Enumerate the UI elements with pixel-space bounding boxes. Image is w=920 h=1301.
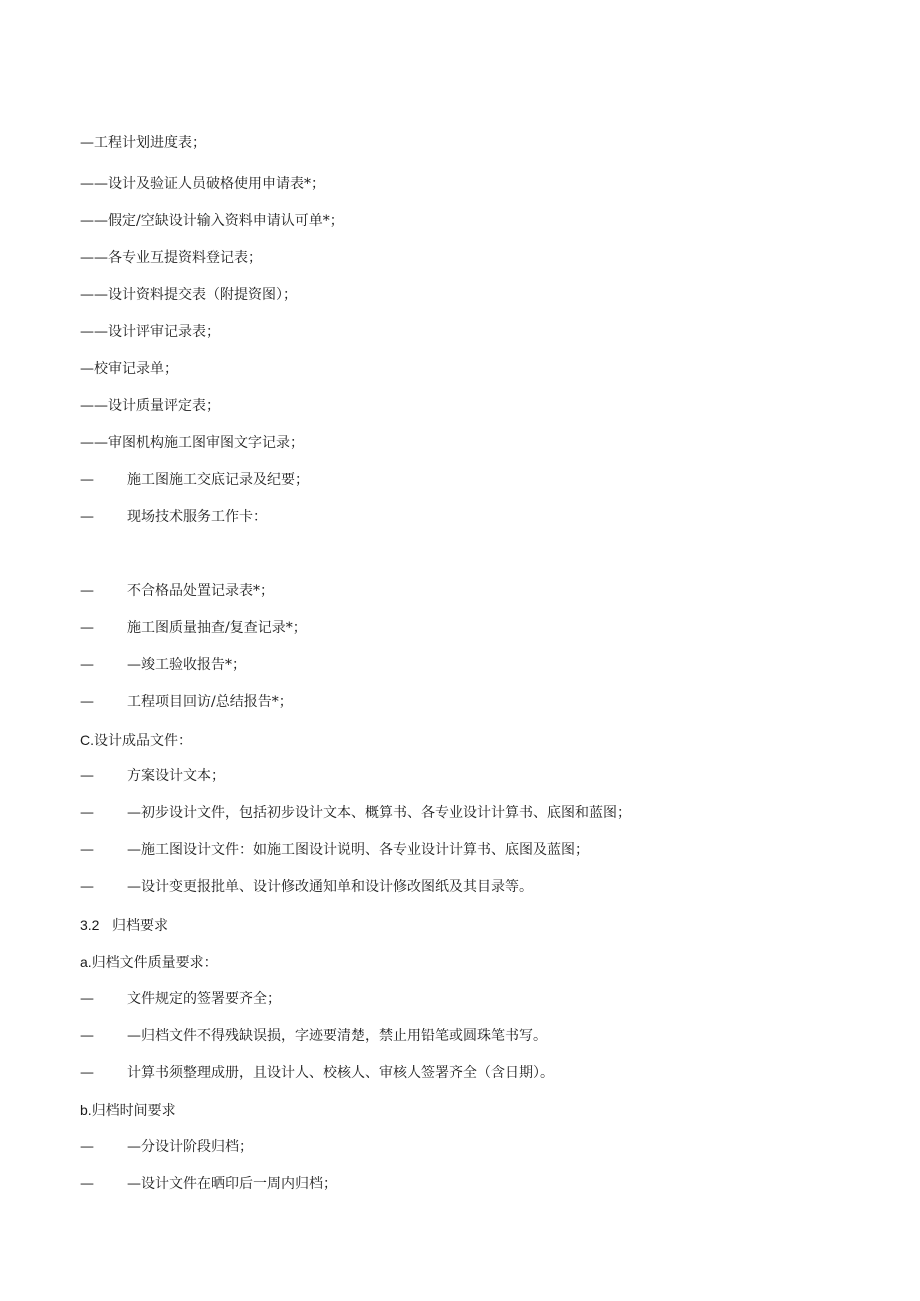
list-item-text: —施工图设计文件：如施工图设计说明、各专业设计计算书、底图及蓝图； bbox=[127, 842, 589, 858]
list-item bbox=[80, 508, 267, 526]
list-item bbox=[80, 471, 309, 489]
list-dash: — bbox=[80, 991, 94, 1007]
list-dash: — bbox=[80, 842, 94, 858]
record-line: ——设计及验证人员破格使用申请表*； bbox=[80, 176, 325, 192]
list-item-text: 文件规定的签署要齐全； bbox=[127, 991, 281, 1007]
list-item-text: 施工图施工交底记录及纪要； bbox=[127, 472, 309, 488]
record-line: ——审图机构施工图审图文字记录； bbox=[80, 435, 304, 451]
list-item-text: —初步设计文件，包括初步设计文本、概算书、各专业设计计算书、底图和蓝图； bbox=[127, 805, 631, 821]
list-dash: — bbox=[80, 879, 94, 895]
list-item bbox=[80, 878, 533, 896]
list-item bbox=[80, 767, 225, 785]
list-item bbox=[80, 619, 307, 637]
list-dash: — bbox=[80, 583, 94, 599]
list-item bbox=[80, 582, 274, 600]
list-item-text: —分设计阶段归档； bbox=[127, 1139, 253, 1155]
list-item bbox=[80, 1138, 253, 1156]
list-item-text: —归档文件不得残缺误损，字迹要清楚，禁止用铅笔或圆珠笔书写。 bbox=[127, 1028, 547, 1044]
section-heading-a bbox=[80, 953, 218, 972]
list-item bbox=[80, 990, 281, 1008]
heading-prefix: C. bbox=[80, 732, 94, 748]
list-item-text: 不合格品处置记录表*； bbox=[127, 583, 274, 599]
list-dash: — bbox=[80, 1139, 94, 1155]
record-line: —工程计划进度表； bbox=[80, 135, 206, 151]
list-item bbox=[80, 804, 631, 822]
list-item bbox=[80, 1027, 547, 1045]
section-title: 归档要求 bbox=[112, 918, 168, 934]
list-dash: — bbox=[80, 620, 94, 636]
list-item bbox=[80, 841, 589, 859]
list-dash: — bbox=[80, 1028, 94, 1044]
record-line: ——假定/空缺设计输入资料申请认可单*； bbox=[80, 213, 344, 229]
list-dash: — bbox=[80, 1176, 94, 1192]
list-dash: — bbox=[80, 657, 94, 673]
heading-prefix: b. bbox=[80, 1102, 92, 1118]
list-item-text: 现场技术服务工作卡： bbox=[127, 509, 267, 525]
heading-text: 归档文件质量要求： bbox=[91, 955, 218, 971]
list-dash: — bbox=[80, 472, 94, 488]
record-line: ——设计评审记录表； bbox=[80, 324, 220, 340]
record-line: ——各专业互提资料登记表； bbox=[80, 250, 262, 266]
record-line: ——设计质量评定表； bbox=[80, 398, 220, 414]
list-item-text: —竣工验收报告*； bbox=[127, 657, 246, 673]
section-heading-3-2 bbox=[80, 916, 168, 935]
list-dash: — bbox=[80, 1065, 94, 1081]
record-line: ——设计资料提交表（附提资图）； bbox=[80, 287, 297, 303]
list-item-text: 方案设计文本； bbox=[127, 768, 225, 784]
heading-text: 归档时间要求 bbox=[91, 1103, 176, 1119]
section-heading-c bbox=[80, 731, 192, 750]
list-item-text: 工程项目回访/总结报告*； bbox=[127, 694, 293, 710]
section-heading-b bbox=[80, 1101, 176, 1120]
list-dash: — bbox=[80, 805, 94, 821]
list-item-text: 施工图质量抽查/复查记录*； bbox=[127, 620, 307, 636]
list-dash: — bbox=[80, 509, 94, 525]
heading-prefix: a. bbox=[80, 954, 92, 970]
list-item bbox=[80, 1175, 337, 1193]
list-dash: — bbox=[80, 768, 94, 784]
list-dash: — bbox=[80, 694, 94, 710]
record-line: —校审记录单； bbox=[80, 361, 178, 377]
section-number: 3.2 bbox=[80, 917, 100, 933]
list-item bbox=[80, 693, 293, 711]
heading-text: 设计成品文件： bbox=[94, 733, 192, 749]
list-item-text: 计算书须整理成册，且设计人、校核人、审核人签署齐全（含日期）。 bbox=[127, 1065, 554, 1081]
list-item-text: —设计变更报批单、设计修改通知单和设计修改图纸及其目录等。 bbox=[127, 879, 533, 895]
list-item-text: —设计文件在晒印后一周内归档； bbox=[127, 1176, 337, 1192]
list-item bbox=[80, 656, 246, 674]
list-item bbox=[80, 1064, 554, 1082]
